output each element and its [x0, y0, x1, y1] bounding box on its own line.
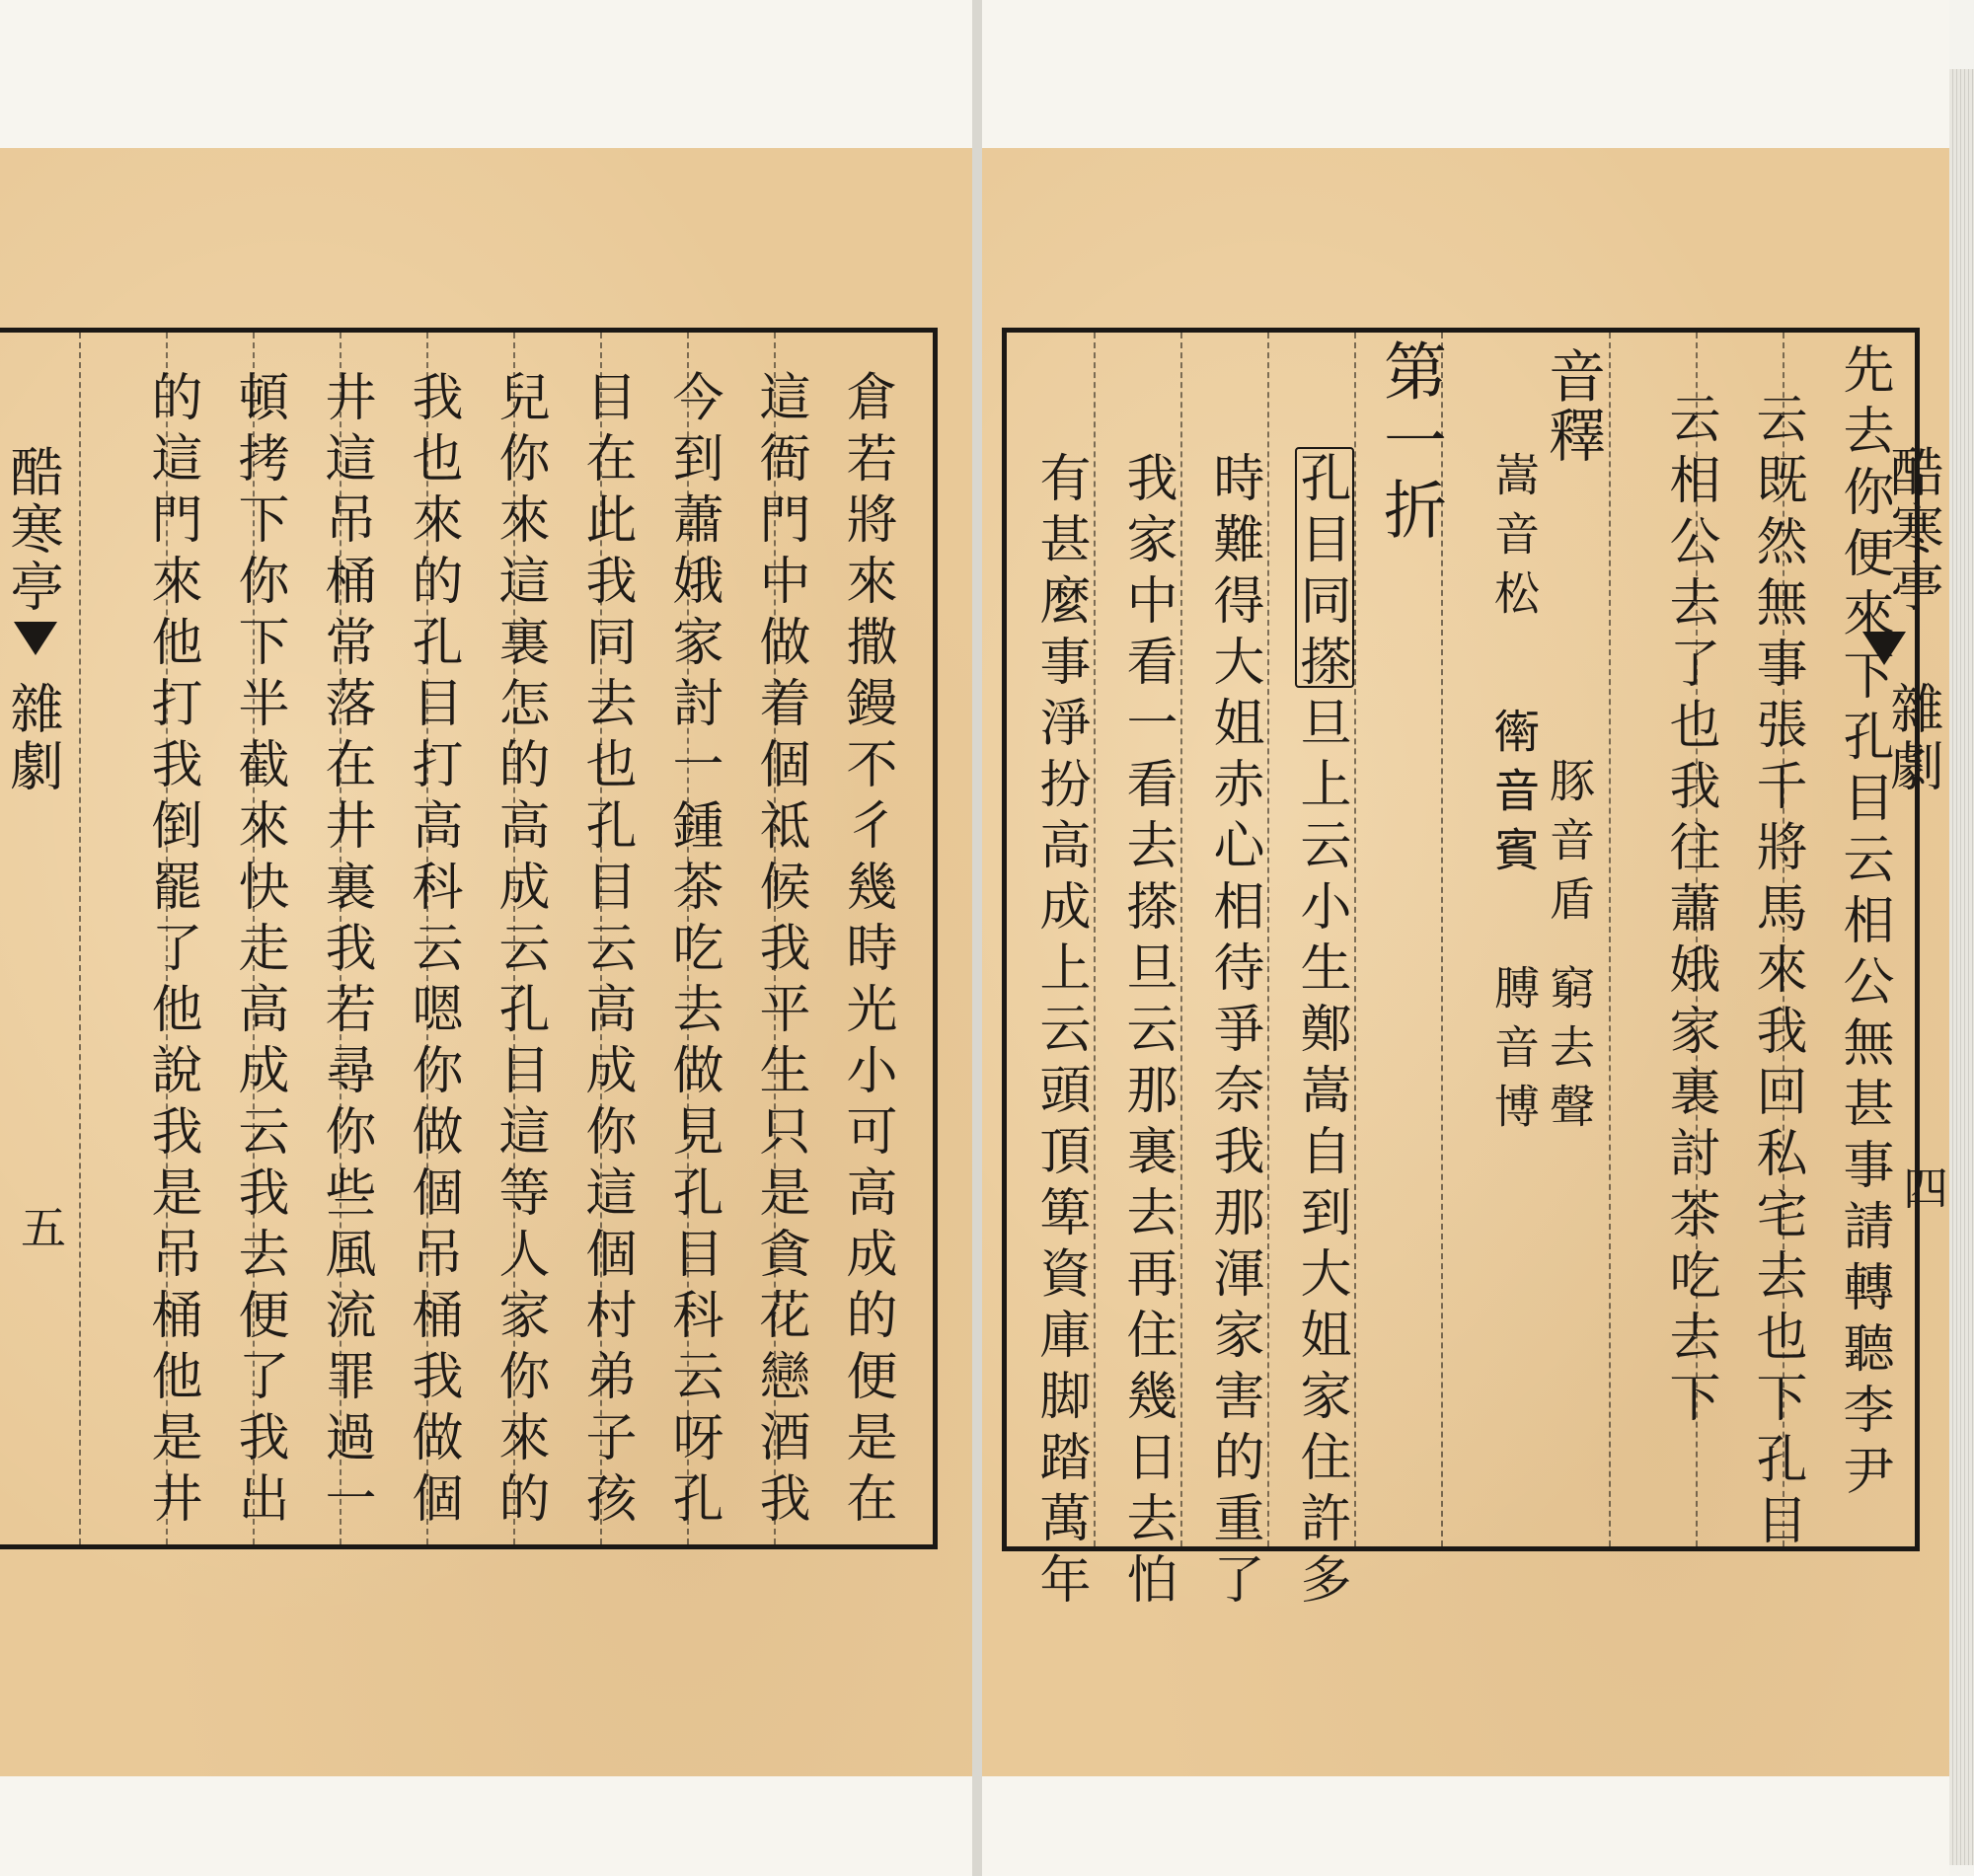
column-rule [1267, 333, 1269, 1546]
text-column: 頓拷下你下半截來快走高成云我去便了我出 [229, 370, 288, 1533]
column-rule [1094, 333, 1096, 1546]
glossary-entry: 嵩音松 [1487, 451, 1541, 629]
glossary-entry: 𧗿音賓 [1487, 708, 1541, 885]
column-rule [1180, 333, 1182, 1546]
text-column: 云相公去了也我往蕭娥家裏討茶吃去下 [1660, 392, 1719, 1432]
text-column: 先去你便來下孔目云相公無甚事請轉聽李尹 [1834, 342, 1893, 1505]
text-column: 倉若將來撒鏝不彳幾時光小可高成的便是在 [837, 370, 896, 1533]
text-column: 云既然無事張千將馬來我回私宅去也下孔目 [1747, 392, 1806, 1554]
column-rule [79, 333, 81, 1544]
act-heading: 第一折 [1373, 338, 1446, 546]
text-column: 這衙門中做着個祗候我平生只是貪花戀酒我 [750, 370, 809, 1533]
top-margin-left [0, 0, 972, 148]
bottom-margin-left [0, 1776, 972, 1876]
left-margin-sub: 雜劇 [2, 681, 64, 795]
left-text-frame [0, 328, 938, 1549]
text-column: 有甚麼事淨扮高成上云頭頂箄資庫脚踏萬年 [1030, 451, 1090, 1613]
text-column: 井這吊桶常落在井裏我若尋你些風流罪過一 [316, 370, 375, 1533]
text-column: 孔目同搽旦上云小生鄭嵩自到大姐家住許多 [1291, 451, 1350, 1613]
bottom-margin-right [982, 1776, 1949, 1876]
top-margin-right [982, 0, 1949, 148]
text-column: 兒你來這裏怎的高成云孔目這等人家你來的 [490, 370, 549, 1533]
right-fold-mark [1862, 632, 1906, 665]
text-column: 我家中看一看去搽旦云那裏去再住幾日去怕 [1117, 451, 1177, 1613]
text-column: 我也來的孔目打高科云嗯你做個吊桶我做個 [403, 370, 462, 1533]
text-column: 今到蕭娥家討一鍾茶吃去做見孔目科云呀孔 [663, 370, 722, 1533]
text-column: 的這門來他打我倒罷了他說我是吊桶他是井 [142, 370, 201, 1533]
left-page-number: 五 [14, 1204, 67, 1249]
glossary-entry: 膊音博 [1487, 964, 1541, 1142]
book-gutter [972, 0, 982, 1876]
right-page-number: 四 [1896, 1164, 1949, 1210]
text-column: 時難得大姐赤心相待爭奈我那渾家害的重了 [1204, 451, 1263, 1613]
right-page [982, 148, 1949, 1776]
speaker-tag-box [1295, 447, 1354, 688]
glossary-entry: 窮去聲 [1543, 964, 1596, 1142]
right-text-frame [1002, 328, 1920, 1613]
right-margin-title: 酷寒亭 [1882, 444, 1944, 616]
column-rule [1354, 333, 1356, 1546]
glossary-entry: 豚音盾 [1543, 757, 1596, 935]
page-edges [1949, 69, 1974, 1865]
text-column: 目在此我同去也孔目云高成你這個村弟子孩 [576, 370, 636, 1533]
left-margin-title: 酷寒亭 [2, 444, 64, 616]
right-margin-sub: 雜劇 [1882, 681, 1944, 795]
glossary-title: 音釋 [1539, 346, 1606, 465]
column-rule [1609, 333, 1611, 1546]
left-page [0, 148, 972, 1776]
